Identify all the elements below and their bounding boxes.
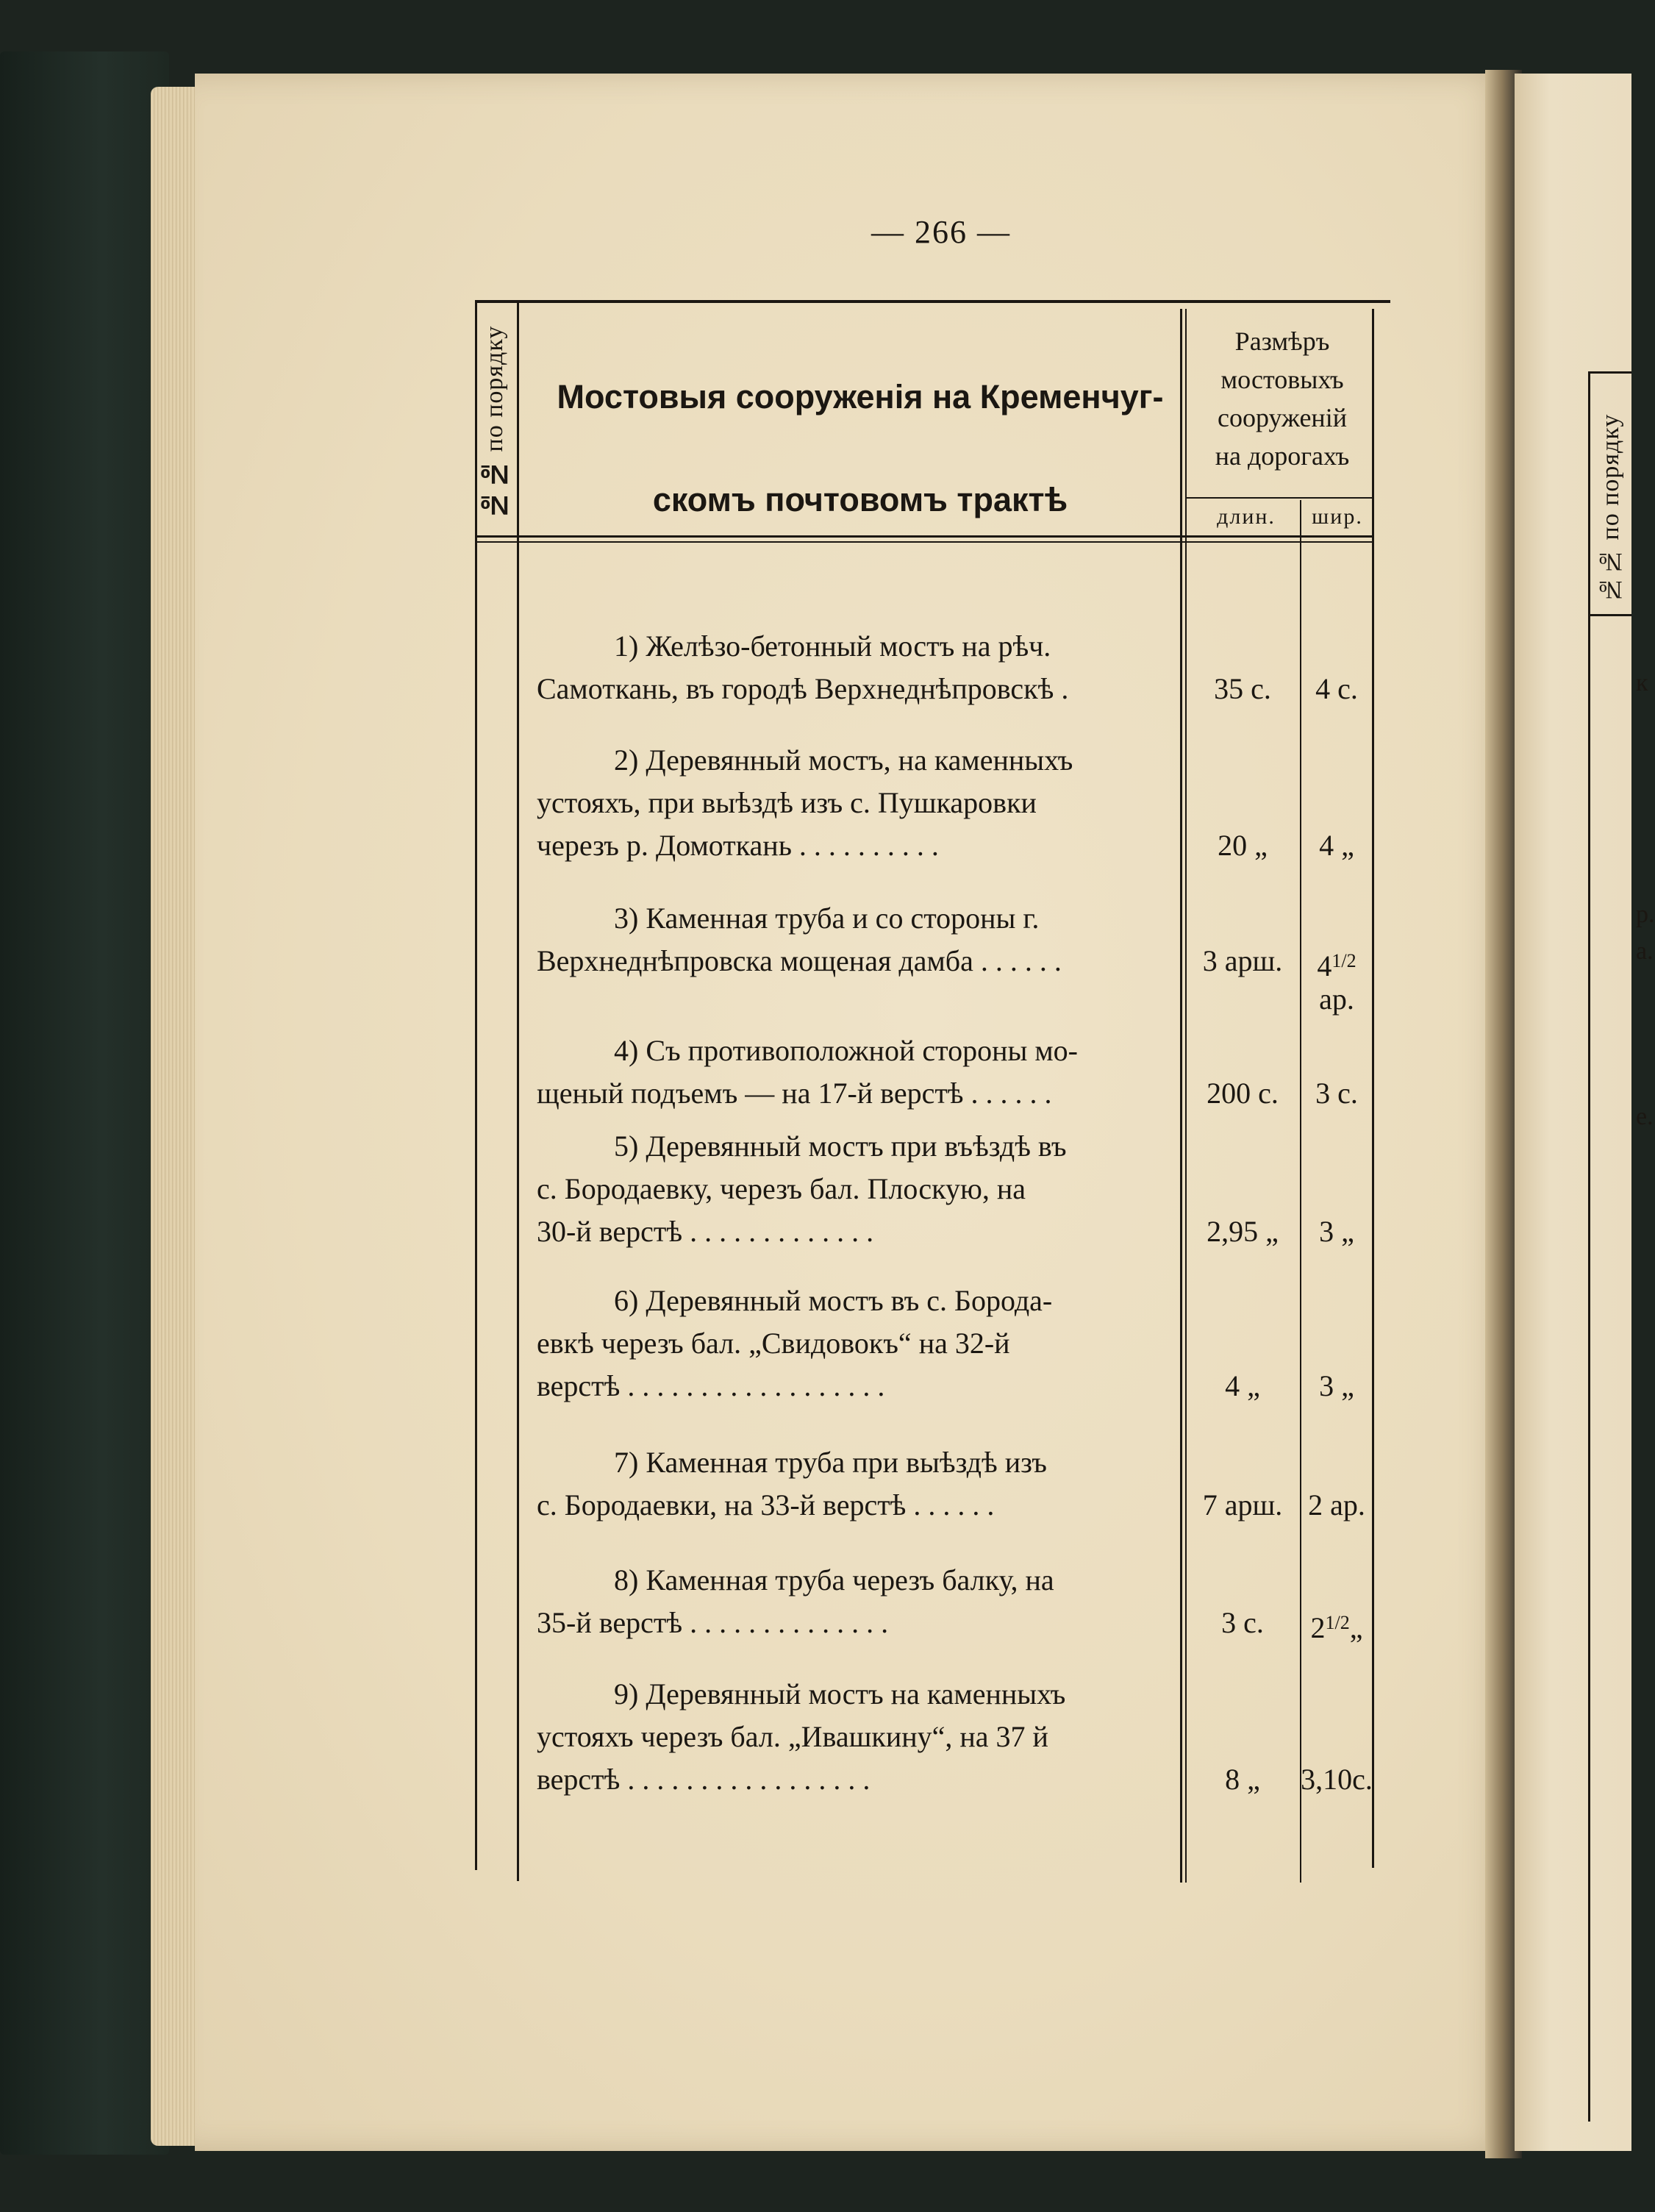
length-column-header: длин. — [1217, 504, 1276, 529]
width-value: 4 „ — [1319, 829, 1354, 862]
list-item: 1) Желѣзо-бетонный мостъ на рѣч. Самоткань, въ городѣ Верхнеднѣпровскѣ . — [537, 629, 1069, 705]
book-cover — [0, 51, 169, 2155]
list-item: 6) Деревянный мостъ въ с. Борода- евкѣ черезъ бал. „Свидовокъ“ на 32-й верстѣ . . . . . . . . . . . . . . . . . . — [537, 1284, 1053, 1402]
width-unit: ар. — [1319, 982, 1354, 1016]
size-subheader-rule — [1187, 497, 1374, 499]
width-value: $4^{1/2}$ — [1317, 949, 1356, 982]
list-item: 3) Каменная труба и со стороны г. Верхнеднѣпровска мощеная дамба . . . . . . — [537, 902, 1062, 977]
list-item: 5) Деревянный мостъ при въѣздѣ въ с. Бородаевку, черезъ бал. Плоскую, на 30-й верстѣ . . . . . . . . . . . . . — [537, 1130, 1067, 1248]
list-item: 9) Деревянный мостъ на каменныхъ устояхъ черезъ бал. „Ивашкину“, на 37 й верстѣ . . . . . . . . . . . . . . . . . — [537, 1677, 1066, 1796]
list-item: 7) Каменная труба при выѣздѣ изъ с. Бородаевки, на 33-й верстѣ . . . . . . — [537, 1446, 1047, 1521]
table-top-rule — [475, 300, 1390, 303]
width-value: 2 ар. — [1308, 1488, 1365, 1521]
length-value: 8 „ — [1225, 1763, 1260, 1796]
length-value: 35 с. — [1214, 672, 1271, 705]
next-page-fragment: а. — [1636, 938, 1654, 965]
table-title-line: Мостовыя сооруженія на Кременчуг- — [557, 378, 1164, 415]
length-value: 3 с. — [1221, 1606, 1264, 1639]
width-value: 3 „ — [1319, 1369, 1354, 1402]
next-page-fragment: р. — [1636, 901, 1655, 928]
size-header-line: мостовыхъ — [1220, 365, 1344, 394]
length-value: 7 арш. — [1202, 1488, 1283, 1521]
page-number: — 266 — — [871, 214, 1011, 250]
table-title-line: скомъ почтовомъ трактѣ — [652, 481, 1068, 518]
table-title — [537, 346, 1184, 552]
size-header-line: на дорогахъ — [1215, 441, 1350, 471]
list-item: 4) Съ противоположной стороны мо- щеный подъемъ — на 17-й верстѣ . . . . . . — [537, 1034, 1078, 1110]
size-header-line: сооруженій — [1218, 403, 1347, 432]
list-item: 8) Каменная труба черезъ балку, на 35-й верстѣ . . . . . . . . . . . . . . — [537, 1563, 1054, 1639]
width-value: 3 „ — [1319, 1215, 1354, 1248]
width-column-header: шир. — [1312, 504, 1363, 529]
width-value: 3,10с. — [1301, 1763, 1373, 1796]
next-page — [1515, 74, 1655, 2151]
length-value: 4 „ — [1225, 1369, 1260, 1402]
width-value: $2^{1/2}„$ — [1310, 1611, 1363, 1644]
next-page-fragment: к — [1636, 669, 1648, 696]
length-value: 20 „ — [1218, 829, 1268, 862]
next-page-fragment: е. — [1636, 1103, 1654, 1130]
width-value: 4 с. — [1315, 672, 1358, 705]
list-item: 2) Деревянный мостъ, на каменныхъ устояхъ, при выѣздѣ изъ с. Пушкаровки черезъ р. Домоткань . . . . . . . . . . — [537, 743, 1073, 862]
length-value: 3 арш. — [1202, 944, 1283, 977]
size-column-header — [1191, 322, 1373, 475]
size-header-line: Размѣръ — [1234, 327, 1330, 356]
column-number-label: №№ по порядку — [479, 325, 510, 521]
length-value: 2,95 „ — [1207, 1215, 1279, 1248]
width-value: 3 с. — [1315, 1077, 1358, 1110]
next-page-column-label: №№ по порядку — [1597, 413, 1624, 603]
length-value: 200 с. — [1207, 1077, 1279, 1110]
